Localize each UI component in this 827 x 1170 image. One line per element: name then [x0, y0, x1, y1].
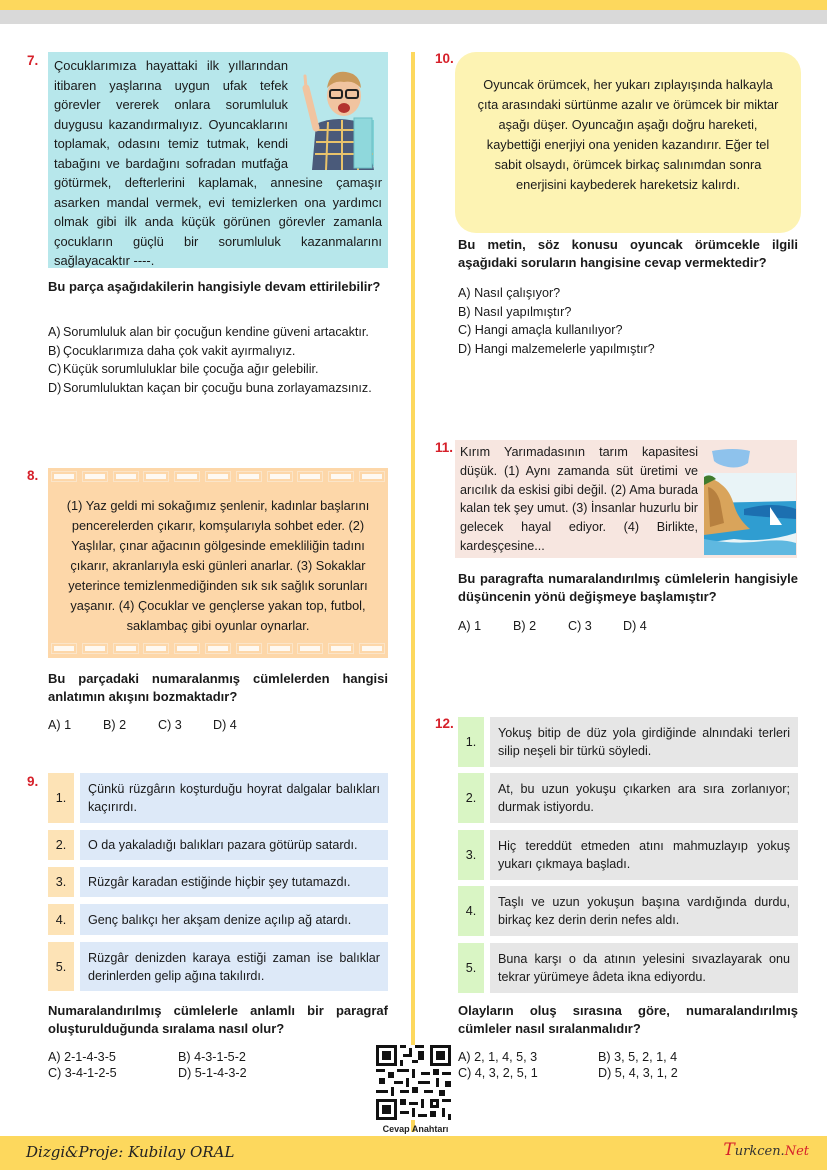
q11-option-b[interactable]: B) 2 — [513, 619, 537, 633]
q8-question-text: Bu parçadaki numaralanmış cümlelerden hangisi anlatımın akışını bozmaktadır? — [48, 671, 388, 704]
q10-option-a[interactable]: A) Nasıl çalışıyor? — [458, 286, 561, 300]
logo-net: Net — [784, 1144, 809, 1159]
q10-question-text: Bu metin, söz konusu oyuncak örümcekle ilgili aşağıdaki soruların hangisine cevap vermektedir? — [458, 237, 798, 270]
film-strip-bottom — [52, 644, 384, 654]
top-yellow-band — [0, 0, 827, 10]
q12-option-d[interactable]: D) 5, 4, 3, 1, 2 — [598, 1066, 678, 1080]
q9-option-a[interactable]: A) 2-1-4-3-5 — [48, 1050, 116, 1064]
q12-option-a[interactable]: A) 2, 1, 4, 5, 3 — [458, 1050, 538, 1064]
footer-bar — [0, 1136, 827, 1170]
q11-option-c[interactable]: C) 3 — [568, 619, 592, 633]
q12-options — [458, 1050, 738, 1080]
question-number-8: 8. — [27, 468, 39, 483]
q8-passage-box — [48, 468, 388, 658]
question-number-12: 12. — [435, 716, 454, 731]
q12-list-item-2: 2. At, bu uzun yokuşu çıkarken ara sıra zorlanıyor; durmak istiyordu. — [458, 773, 798, 823]
q12-list-item-3: 3. Hiç tereddüt etmeden atını mahmuzlayıp yokuş yukarı çıkmaya başladı. — [458, 830, 798, 880]
question-number-10: 10. — [435, 51, 454, 66]
column-divider — [411, 52, 415, 1132]
film-strip-top — [52, 472, 384, 482]
q10-passage-text: Oyuncak örümcek, her yukarı zıplayışında halkayla çıta arasındaki sürtünme azalır ve örümcek bir miktar aşağı düşer. Oyuncağın aşağı doğru hareketi, kaybettiği enerjiyi ona yeniden kazandırır. Eğer tel sabit olsaydı, örümcek birkaç salınımdan sonra enerjisini kaybederek hareketsiz kalırdı. — [477, 77, 779, 192]
q10-options — [458, 284, 655, 358]
q7-options — [48, 323, 388, 397]
q9-option-c[interactable]: C) 3-4-1-2-5 — [48, 1066, 117, 1080]
top-gray-band — [0, 10, 827, 24]
q7-option-d[interactable]: D) Sorumluluktan kaçan bir çocuğu buna zorlayamazsınız. — [48, 380, 372, 395]
q10-option-d[interactable]: D) Hangi malzemelerle yapılmıştır? — [458, 341, 655, 356]
q9-question-text: Numaralandırılmış cümlelerle anlamlı bir paragraf oluşturulduğunda sıralama nasıl olur? — [48, 1003, 388, 1036]
q10-option-b[interactable]: B) Nasıl yapılmıştır? — [458, 304, 572, 319]
question-number-11: 11. — [435, 440, 454, 455]
q12-list-item-4: 4. Taşlı ve uzun yokuşun başına vardığında durdu, birkaç kez derin derin nefes aldı. — [458, 886, 798, 936]
q8-option-c[interactable]: C) 3 — [158, 718, 182, 732]
q11-option-d[interactable]: D) 4 — [623, 619, 647, 633]
q8-option-b[interactable]: B) 2 — [103, 718, 127, 732]
logo-t: T — [723, 1140, 735, 1160]
qr-code-icon[interactable] — [376, 1045, 451, 1120]
q12-option-c[interactable]: C) 4, 3, 2, 5, 1 — [458, 1066, 538, 1080]
q11-passage-text: Kırım Yarımadasının tarım kapasitesi düşük. (1) Aynı zamanda süt üretimi ve arıcılık da eskisi gibi değil. (2) Ama burada kalan tek şey umut. (3) İnsanlar huzurlu bir gelecek hayal ediyor. (4) Birlikte, kardeşçesine... — [460, 445, 698, 553]
q7-option-b[interactable]: B) Çocuklarımıza daha çok vakit ayırmalıyız. — [48, 343, 296, 358]
q12-question-text: Olayların oluş sırasına göre, numaralandırılmış cümleler nasıl sıralanmalıdır? — [458, 1003, 798, 1036]
qr-label: Cevap Anahtarı — [382, 1124, 449, 1134]
q11-question-text: Bu paragrafta numaralandırılmış cümlelerin hangisiyle düşüncenin yönü değişmeye başlamıştır? — [458, 571, 798, 604]
coastal-landscape-image — [704, 443, 796, 555]
turkcen-logo[interactable] — [723, 1140, 809, 1160]
logo-main: urkcen. — [734, 1144, 785, 1159]
q7-option-c[interactable]: C) Küçük sorumluluklar bile çocuğa ağır gelebilir. — [48, 362, 319, 376]
q12-list-item-1: 1. Yokuş bitip de düz yola girdiğinde alnındaki terleri silip neşeli bir türkü söyledi. — [458, 717, 798, 767]
q10-option-c[interactable]: C) Hangi amaçla kullanılıyor? — [458, 323, 623, 337]
cliff-sea-illustration-icon — [704, 443, 796, 555]
q8-option-a[interactable]: A) 1 — [48, 718, 72, 732]
footer-credit: Dizgi&Proje: Kubilay ORAL — [26, 1143, 235, 1161]
q9-list-item-2: 2. O da yakaladığı balıkları pazara götürüp satardı. — [48, 830, 388, 860]
q8-passage-text: (1) Yaz geldi mi sokağımız şenlenir, kadınlar başlarını pencerelerden çıkarır, komşularıyla sohbet eder. (2) Yaşlılar, çınar ağacının gölgesinde emekliliğin tadını çıkarır, akranlarıyla eski günleri anarlar. (3) Sokaklar yeterince temizlenmediğinden sık sık sağlık sorunları yaşanır. (4) Çocuklar ve gençlerse yakan top, futbol, saklambaç gibi oyunlar oynarlar. — [66, 498, 370, 633]
q7-passage-text: Çocuklarımıza hayattaki ilk yıllarından itibaren yaşlarına uygun ufak tefek görevler vererek onlara sorumluluk duygusu kazandırmalıyız. Oyuncaklarını toplamak, odasını temiz tutmak, kendi tabağını ve bardağını sofradan mutfağa götürmek, defterlerini kaplamak, annesine çamaşır asarken mandal vermek, evi temizlerken ona yardımcı olmak gibi ilk anda küçük görünen görevler zamanla çocukların güçlü bir sorumluluk kazanmalarını sağlayacaktır ----. — [54, 58, 382, 268]
q11-option-a[interactable]: A) 1 — [458, 619, 482, 633]
q12-list-item-5: 5. Buna karşı o da atının yelesini sıvazlayarak onu tekrar yürümeye âdeta ikna ediyordu. — [458, 943, 798, 993]
q9-option-b[interactable]: B) 4-3-1-5-2 — [178, 1050, 246, 1064]
q12-option-b[interactable]: B) 3, 5, 2, 1, 4 — [598, 1050, 678, 1064]
question-number-9: 9. — [27, 774, 39, 789]
q9-options — [48, 1050, 308, 1080]
q7-question-text: Bu parça aşağıdakilerin hangisiyle devam ettirilebilir? — [48, 279, 381, 294]
q7-option-a[interactable]: A) Sorumluluk alan bir çocuğun kendine güveni artacaktır. — [48, 325, 369, 339]
q9-list-item-3: 3. Rüzgâr karadan estiğinde hiçbir şey tutamazdı. — [48, 867, 388, 897]
q10-passage-box — [458, 55, 798, 230]
q9-list-item-5: 5. Rüzgâr denizden karaya estiği zaman ise balıklar derinlerden gelip ağına takılırdı. — [48, 942, 388, 991]
q7-passage-box — [48, 52, 388, 268]
q9-list-item-4: 4. Genç balıkçı her akşam denize açılıp ağ atardı. — [48, 904, 388, 935]
q8-option-d[interactable]: D) 4 — [213, 718, 237, 732]
question-number-7: 7. — [27, 53, 39, 68]
q9-option-d[interactable]: D) 5-1-4-3-2 — [178, 1066, 247, 1080]
q8-options — [48, 718, 268, 732]
q11-passage-box — [455, 440, 797, 558]
boy-with-glasses-image — [294, 58, 384, 170]
boy-illustration-icon — [294, 58, 384, 170]
q11-options — [458, 619, 678, 633]
q9-list-item-1: 1. Çünkü rüzgârın koşturduğu hoyrat dalgalar balıkları kaçırırdı. — [48, 773, 388, 823]
